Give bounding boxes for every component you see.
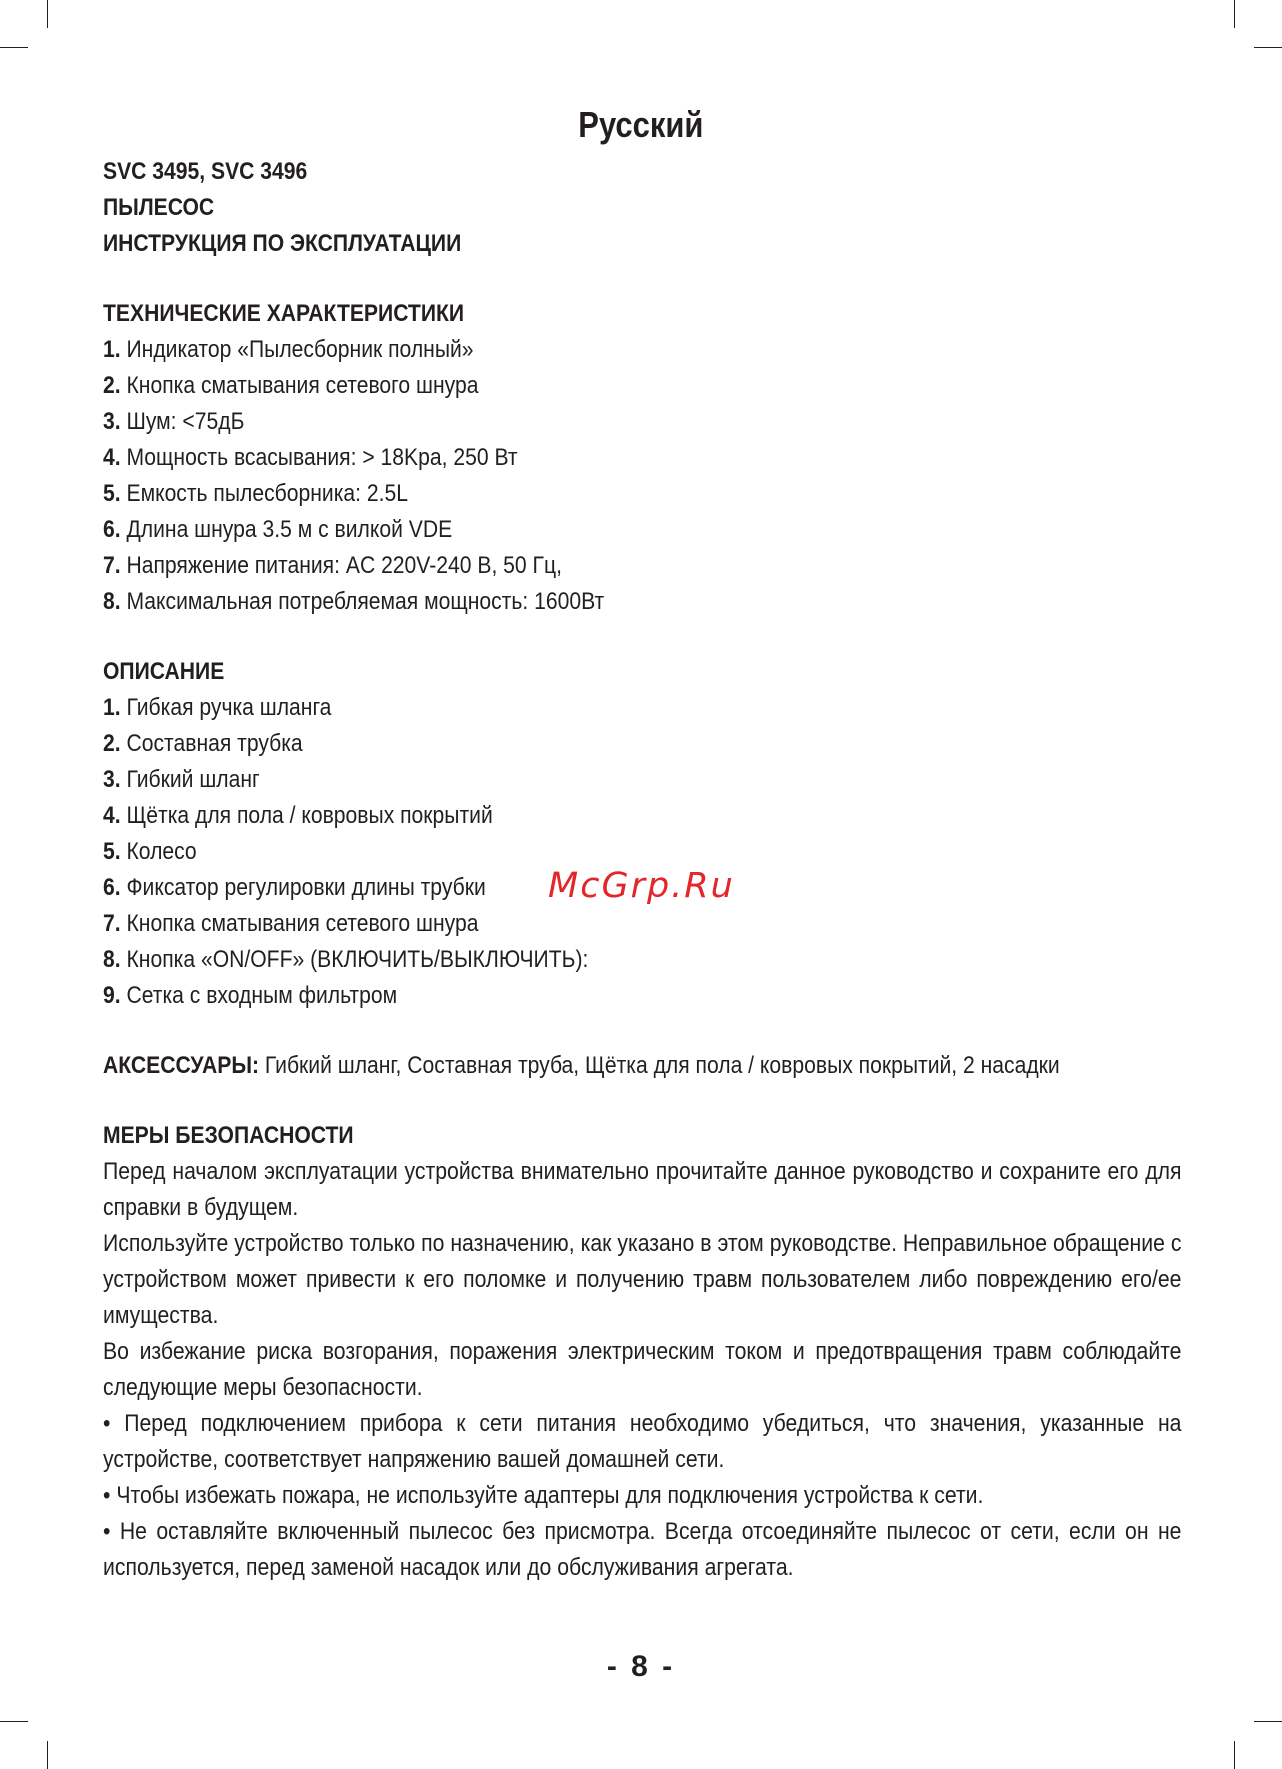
document-title: ИНСТРУКЦИЯ ПО ЭКСПЛУАТАЦИИ <box>103 230 462 257</box>
list-item: 2. Составная трубка <box>103 730 303 757</box>
list-item: 2. Кнопка сматывания сетевого шнура <box>103 372 479 399</box>
specs-list <box>103 332 1181 620</box>
list-item: 8. Максимальная потребляемая мощность: 1600Вт <box>103 588 605 615</box>
list-item: 6. Длина шнура 3.5 м с вилкой VDE <box>103 516 453 543</box>
list-item: 6. Фиксатор регулировки длины трубки <box>103 874 486 901</box>
watermark-logo: McGrp.Ru <box>548 866 735 906</box>
crop-mark-bottom-left-h <box>0 1721 28 1722</box>
crop-mark-top-left <box>47 0 48 28</box>
list-item: 3. Шум: <75дБ <box>103 408 245 435</box>
accessories-text: Гибкий шланг, Составная труба, Щётка для пола / ковровых покрытий, 2 насадки <box>259 1052 1060 1079</box>
list-item: 3. Гибкий шланг <box>103 766 260 793</box>
safety-paragraph: Используйте устройство только по назначению, как указано в этом руководстве. Неправильное обращение с устройством может привести к его поломке и получению травм пользователем либо повреждению его/ее имущества. <box>103 1230 1182 1329</box>
list-item: 7. Напряжение питания: AC 220V-240 В, 50 Гц, <box>103 552 562 579</box>
list-item: 8. Кнопка «ON/OFF» (ВКЛЮЧИТЬ/ВЫКЛЮЧИТЬ): <box>103 946 589 973</box>
accessories-line <box>103 1048 1060 1084</box>
model-numbers: SVC 3495, SVC 3496 <box>103 158 308 185</box>
safety-text <box>103 1154 1181 1586</box>
description-list <box>103 690 1181 1014</box>
crop-mark-top-right <box>1234 0 1235 28</box>
language-title: Русский <box>578 104 704 145</box>
description-title: ОПИСАНИЕ <box>103 658 225 685</box>
crop-mark-top-right-h <box>1254 47 1282 48</box>
crop-mark-bottom-right <box>1234 1741 1235 1769</box>
accessories-label: АКСЕССУАРЫ: <box>103 1052 260 1079</box>
list-item: 5. Колесо <box>103 838 197 865</box>
page-number: - 8 - <box>606 1650 676 1683</box>
crop-mark-bottom-right-h <box>1254 1721 1282 1722</box>
specs-title: ТЕХНИЧЕСКИЕ ХАРАКТЕРИСТИКИ <box>103 300 465 327</box>
safety-paragraph: • Перед подключением прибора к сети питания необходимо убедиться, что значения, указанные на устройстве, соответствует напряжению вашей домашней сети. <box>103 1410 1182 1473</box>
product-name: ПЫЛЕСОС <box>103 194 215 221</box>
safety-paragraph: Во избежание риска возгорания, поражения электрическим током и предотвращения травм соблюдайте следующие меры безопасности. <box>103 1338 1182 1401</box>
list-item: 5. Емкость пылесборника: 2.5L <box>103 480 409 507</box>
list-item: 4. Мощность всасывания: > 18Kpa, 250 Вт <box>103 444 518 471</box>
crop-mark-top-left-h <box>0 47 28 48</box>
list-item: 1. Индикатор «Пылесборник полный» <box>103 336 474 363</box>
safety-paragraph: Перед началом эксплуатации устройства внимательно прочитайте данное руководство и сохраните его для справки в будущем. <box>103 1158 1182 1221</box>
list-item: 1. Гибкая ручка шланга <box>103 694 332 721</box>
list-item: 9. Сетка с входным фильтром <box>103 982 398 1009</box>
safety-title: МЕРЫ БЕЗОПАСНОСТИ <box>103 1122 354 1149</box>
crop-mark-bottom-left <box>47 1741 48 1769</box>
safety-paragraph: • Чтобы избежать пожара, не используйте адаптеры для подключения устройства к сети. <box>103 1482 984 1509</box>
list-item: 4. Щётка для пола / ковровых покрытий <box>103 802 493 829</box>
safety-paragraph: • Не оставляйте включенный пылесос без присмотра. Всегда отсоединяйте пылесос от сети, если он не используется, перед заменой насадок или до обслуживания агрегата. <box>103 1518 1182 1581</box>
list-item: 7. Кнопка сматывания сетевого шнура <box>103 910 479 937</box>
